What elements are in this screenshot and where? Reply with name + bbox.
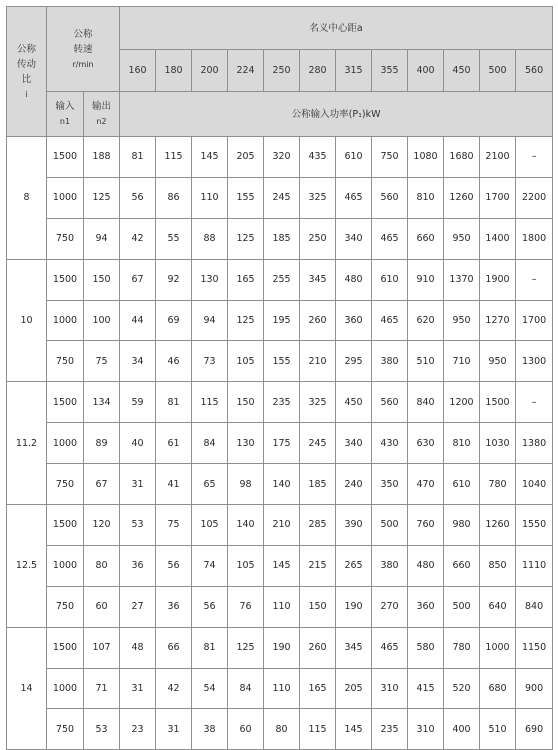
- power-value-cell: 44: [120, 300, 156, 341]
- power-value-cell: 105: [192, 505, 228, 546]
- power-value-cell: 110: [192, 177, 228, 218]
- power-value-cell: 690: [516, 709, 553, 750]
- power-value-cell: 450: [336, 382, 372, 423]
- power-value-cell: 56: [156, 545, 192, 586]
- power-value-cell: 65: [192, 464, 228, 505]
- power-value-cell: 94: [192, 300, 228, 341]
- power-value-cell: 345: [300, 259, 336, 300]
- power-value-cell: 36: [156, 586, 192, 627]
- output-speed-cell: 71: [84, 668, 120, 709]
- input-speed-cell: 1000: [47, 423, 84, 464]
- power-value-cell: 2100: [480, 137, 516, 178]
- table-row: [7, 341, 553, 382]
- power-value-cell: 580: [408, 627, 444, 668]
- power-value-cell: 36: [120, 545, 156, 586]
- power-value-cell: 310: [372, 668, 408, 709]
- power-value-cell: 145: [336, 709, 372, 750]
- power-value-cell: 260: [300, 300, 336, 341]
- center-distance-cell: 450: [444, 50, 480, 92]
- input-speed-cell: 1500: [47, 627, 84, 668]
- power-value-cell: 27: [120, 586, 156, 627]
- power-value-cell: 150: [228, 382, 264, 423]
- output-speed-cell: 75: [84, 341, 120, 382]
- ratio-header: [7, 7, 47, 137]
- ratio-header-line: 公称: [16, 43, 36, 55]
- table-body: [7, 137, 553, 750]
- power-value-cell: 210: [264, 505, 300, 546]
- power-value-cell: 98: [228, 464, 264, 505]
- power-value-cell: 1300: [516, 341, 553, 382]
- input-speed-cell: 750: [47, 464, 84, 505]
- power-value-cell: 81: [120, 137, 156, 178]
- power-value-cell: 325: [300, 382, 336, 423]
- power-value-cell: 265: [336, 545, 372, 586]
- output-speed-header-line: 输出: [92, 101, 112, 112]
- table-row: [7, 382, 553, 423]
- table-row: [7, 259, 553, 300]
- ratio-cell: 14: [7, 627, 47, 750]
- power-value-cell: 640: [480, 586, 516, 627]
- ratio-header-line: 比: [21, 73, 32, 85]
- output-speed-header: [84, 92, 120, 137]
- power-value-cell: 54: [192, 668, 228, 709]
- input-speed-cell: 750: [47, 218, 84, 259]
- power-value-cell: 250: [300, 218, 336, 259]
- power-value-cell: 115: [192, 382, 228, 423]
- input-speed-header-line: 输入: [55, 101, 75, 112]
- power-value-cell: 42: [156, 668, 192, 709]
- power-value-cell: 1040: [516, 464, 553, 505]
- power-value-cell: 750: [372, 137, 408, 178]
- center-distance-cell: 315: [336, 50, 372, 92]
- power-value-cell: 1550: [516, 505, 553, 546]
- power-value-cell: 380: [372, 545, 408, 586]
- center-distance-cell: 560: [516, 50, 553, 92]
- center-distance-cell: 400: [408, 50, 444, 92]
- power-value-cell: 125: [228, 218, 264, 259]
- output-speed-cell: 60: [84, 586, 120, 627]
- power-value-cell: 390: [336, 505, 372, 546]
- table-row: [7, 505, 553, 546]
- power-value-cell: 73: [192, 341, 228, 382]
- center-distance-header: 名义中心距a: [120, 7, 553, 50]
- power-value-cell: 1900: [480, 259, 516, 300]
- power-value-cell: 42: [120, 218, 156, 259]
- power-value-cell: 1150: [516, 627, 553, 668]
- power-value-cell: 465: [336, 177, 372, 218]
- power-value-cell: 81: [192, 627, 228, 668]
- ratio-header-line: i: [25, 89, 28, 99]
- power-value-cell: 86: [156, 177, 192, 218]
- power-value-cell: 61: [156, 423, 192, 464]
- input-speed-cell: 1500: [47, 382, 84, 423]
- power-value-cell: 34: [120, 341, 156, 382]
- power-value-cell: 560: [372, 177, 408, 218]
- power-value-cell: 235: [372, 709, 408, 750]
- power-value-cell: 92: [156, 259, 192, 300]
- input-speed-cell: 1000: [47, 668, 84, 709]
- center-distance-cell: 224: [228, 50, 264, 92]
- center-distance-cell: 280: [300, 50, 336, 92]
- power-value-cell: 1080: [408, 137, 444, 178]
- power-value-cell: 1260: [444, 177, 480, 218]
- power-value-cell: 38: [192, 709, 228, 750]
- power-value-cell: 55: [156, 218, 192, 259]
- output-speed-cell: 100: [84, 300, 120, 341]
- power-value-cell: 310: [408, 709, 444, 750]
- power-value-cell: 900: [516, 668, 553, 709]
- table-row: [7, 218, 553, 259]
- power-value-cell: 400: [444, 709, 480, 750]
- power-value-cell: 84: [228, 668, 264, 709]
- power-value-cell: 48: [120, 627, 156, 668]
- power-value-cell: 470: [408, 464, 444, 505]
- power-value-cell: 41: [156, 464, 192, 505]
- output-speed-cell: 134: [84, 382, 120, 423]
- power-value-cell: 210: [300, 341, 336, 382]
- power-value-cell: 810: [444, 423, 480, 464]
- power-value-cell: 465: [372, 300, 408, 341]
- output-speed-cell: 107: [84, 627, 120, 668]
- input-speed-cell: 1000: [47, 300, 84, 341]
- power-value-cell: 235: [264, 382, 300, 423]
- input-speed-cell: 1500: [47, 137, 84, 178]
- power-value-cell: 81: [156, 382, 192, 423]
- power-value-cell: 1030: [480, 423, 516, 464]
- power-value-cell: 630: [408, 423, 444, 464]
- power-value-cell: 105: [228, 341, 264, 382]
- output-speed-cell: 188: [84, 137, 120, 178]
- power-value-cell: 31: [120, 464, 156, 505]
- speed-header: [47, 7, 120, 92]
- power-value-cell: 40: [120, 423, 156, 464]
- power-value-cell: 140: [228, 505, 264, 546]
- center-distance-cell: 160: [120, 50, 156, 92]
- output-speed-cell: 150: [84, 259, 120, 300]
- power-value-cell: 295: [336, 341, 372, 382]
- power-value-cell: 145: [192, 137, 228, 178]
- table-row: [7, 709, 553, 750]
- power-value-cell: 190: [264, 627, 300, 668]
- input-speed-cell: 750: [47, 586, 84, 627]
- table-row: [7, 627, 553, 668]
- power-value-cell: 510: [408, 341, 444, 382]
- power-value-cell: 285: [300, 505, 336, 546]
- power-value-cell: 380: [372, 341, 408, 382]
- power-value-cell: –: [516, 382, 553, 423]
- power-value-cell: 760: [408, 505, 444, 546]
- power-value-cell: 185: [300, 464, 336, 505]
- power-value-cell: 155: [228, 177, 264, 218]
- center-distance-cell: 500: [480, 50, 516, 92]
- power-value-cell: 150: [300, 586, 336, 627]
- output-speed-header-line: n2: [96, 117, 107, 126]
- power-value-cell: 1680: [444, 137, 480, 178]
- power-value-cell: 115: [300, 709, 336, 750]
- power-value-cell: 780: [444, 627, 480, 668]
- center-distance-cell: 200: [192, 50, 228, 92]
- power-value-cell: 980: [444, 505, 480, 546]
- power-value-cell: 340: [336, 423, 372, 464]
- power-value-cell: 430: [372, 423, 408, 464]
- power-value-cell: 66: [156, 627, 192, 668]
- output-speed-cell: 120: [84, 505, 120, 546]
- power-rating-table-container: [6, 6, 552, 750]
- power-value-cell: 56: [120, 177, 156, 218]
- power-value-cell: 165: [300, 668, 336, 709]
- power-value-cell: 465: [372, 627, 408, 668]
- power-value-cell: 1270: [480, 300, 516, 341]
- center-distance-cell: 250: [264, 50, 300, 92]
- ratio-cell: 8: [7, 137, 47, 260]
- power-value-cell: 810: [408, 177, 444, 218]
- power-value-cell: 840: [516, 586, 553, 627]
- power-value-cell: 610: [444, 464, 480, 505]
- input-speed-cell: 1500: [47, 505, 84, 546]
- power-value-cell: 415: [408, 668, 444, 709]
- center-distance-cell: 355: [372, 50, 408, 92]
- table-row: [7, 545, 553, 586]
- power-header: 公称输入功率(P₁)kW: [120, 92, 553, 137]
- power-value-cell: 910: [408, 259, 444, 300]
- power-value-cell: 205: [228, 137, 264, 178]
- power-value-cell: 520: [444, 668, 480, 709]
- ratio-cell: 10: [7, 259, 47, 382]
- power-value-cell: 1200: [444, 382, 480, 423]
- power-value-cell: 345: [336, 627, 372, 668]
- power-value-cell: 350: [372, 464, 408, 505]
- power-value-cell: 325: [300, 177, 336, 218]
- power-value-cell: 69: [156, 300, 192, 341]
- input-speed-cell: 750: [47, 341, 84, 382]
- power-value-cell: 245: [264, 177, 300, 218]
- power-value-cell: 60: [228, 709, 264, 750]
- table-row: [7, 300, 553, 341]
- power-value-cell: 165: [228, 259, 264, 300]
- input-speed-cell: 1500: [47, 259, 84, 300]
- power-value-cell: 155: [264, 341, 300, 382]
- power-value-cell: –: [516, 259, 553, 300]
- output-speed-cell: 89: [84, 423, 120, 464]
- power-value-cell: 23: [120, 709, 156, 750]
- power-value-cell: 67: [120, 259, 156, 300]
- power-value-cell: 950: [444, 218, 480, 259]
- power-value-cell: 360: [408, 586, 444, 627]
- power-value-cell: 115: [156, 137, 192, 178]
- power-value-cell: 175: [264, 423, 300, 464]
- power-rating-table: [6, 6, 553, 750]
- output-speed-cell: 94: [84, 218, 120, 259]
- power-value-cell: 465: [372, 218, 408, 259]
- power-value-cell: 270: [372, 586, 408, 627]
- power-value-cell: 610: [372, 259, 408, 300]
- ratio-cell: 11.2: [7, 382, 47, 505]
- power-value-cell: 500: [444, 586, 480, 627]
- power-value-cell: 74: [192, 545, 228, 586]
- power-value-cell: 1500: [480, 382, 516, 423]
- power-value-cell: 950: [480, 341, 516, 382]
- power-value-cell: 840: [408, 382, 444, 423]
- power-value-cell: 480: [408, 545, 444, 586]
- table-row: [7, 668, 553, 709]
- table-row: [7, 586, 553, 627]
- power-value-cell: 195: [264, 300, 300, 341]
- power-value-cell: 76: [228, 586, 264, 627]
- power-value-cell: 710: [444, 341, 480, 382]
- power-value-cell: 31: [120, 668, 156, 709]
- power-value-cell: 1370: [444, 259, 480, 300]
- power-value-cell: 1800: [516, 218, 553, 259]
- power-value-cell: 130: [228, 423, 264, 464]
- power-value-cell: 190: [336, 586, 372, 627]
- input-speed-cell: 750: [47, 709, 84, 750]
- power-value-cell: 205: [336, 668, 372, 709]
- power-value-cell: 780: [480, 464, 516, 505]
- power-value-cell: 340: [336, 218, 372, 259]
- power-value-cell: 75: [156, 505, 192, 546]
- table-row: [7, 177, 553, 218]
- speed-header-line: 转速: [73, 43, 93, 55]
- power-value-cell: 215: [300, 545, 336, 586]
- power-value-cell: 1000: [480, 627, 516, 668]
- power-value-cell: 185: [264, 218, 300, 259]
- power-value-cell: 500: [372, 505, 408, 546]
- input-speed-cell: 1000: [47, 545, 84, 586]
- input-speed-header-line: n1: [59, 117, 71, 126]
- power-value-cell: 2200: [516, 177, 553, 218]
- power-value-cell: 240: [336, 464, 372, 505]
- power-value-cell: 950: [444, 300, 480, 341]
- input-speed-header: [47, 92, 84, 137]
- power-value-cell: 88: [192, 218, 228, 259]
- power-value-cell: 59: [120, 382, 156, 423]
- power-value-cell: 1110: [516, 545, 553, 586]
- power-value-cell: 850: [480, 545, 516, 586]
- power-value-cell: 105: [228, 545, 264, 586]
- power-value-cell: 110: [264, 586, 300, 627]
- table-row: [7, 137, 553, 178]
- power-value-cell: 480: [336, 259, 372, 300]
- power-value-cell: 1700: [516, 300, 553, 341]
- power-value-cell: 510: [480, 709, 516, 750]
- power-value-cell: 56: [192, 586, 228, 627]
- power-value-cell: 1700: [480, 177, 516, 218]
- power-value-cell: 125: [228, 300, 264, 341]
- power-value-cell: 1400: [480, 218, 516, 259]
- power-value-cell: 80: [264, 709, 300, 750]
- power-value-cell: 245: [300, 423, 336, 464]
- power-value-cell: 140: [264, 464, 300, 505]
- power-value-cell: 53: [120, 505, 156, 546]
- power-value-cell: 46: [156, 341, 192, 382]
- speed-header-line: r/min: [72, 59, 94, 69]
- input-speed-cell: 1000: [47, 177, 84, 218]
- power-value-cell: 610: [336, 137, 372, 178]
- speed-header-line: 公称: [73, 28, 93, 40]
- power-value-cell: 125: [228, 627, 264, 668]
- output-speed-cell: 53: [84, 709, 120, 750]
- power-value-cell: 360: [336, 300, 372, 341]
- power-value-cell: 130: [192, 259, 228, 300]
- power-value-cell: 680: [480, 668, 516, 709]
- power-value-cell: 660: [444, 545, 480, 586]
- power-value-cell: 84: [192, 423, 228, 464]
- power-value-cell: 620: [408, 300, 444, 341]
- ratio-cell: 12.5: [7, 505, 47, 628]
- output-speed-cell: 67: [84, 464, 120, 505]
- output-speed-cell: 80: [84, 545, 120, 586]
- power-value-cell: 560: [372, 382, 408, 423]
- power-value-cell: 110: [264, 668, 300, 709]
- power-value-cell: 255: [264, 259, 300, 300]
- power-value-cell: –: [516, 137, 553, 178]
- power-value-cell: 1260: [480, 505, 516, 546]
- ratio-header-line: 传动: [16, 58, 36, 70]
- power-value-cell: 320: [264, 137, 300, 178]
- power-value-cell: 31: [156, 709, 192, 750]
- center-distance-cell: 180: [156, 50, 192, 92]
- table-row: [7, 423, 553, 464]
- power-value-cell: 435: [300, 137, 336, 178]
- output-speed-cell: 125: [84, 177, 120, 218]
- power-value-cell: 660: [408, 218, 444, 259]
- power-value-cell: 260: [300, 627, 336, 668]
- power-value-cell: 1380: [516, 423, 553, 464]
- power-value-cell: 145: [264, 545, 300, 586]
- table-row: [7, 464, 553, 505]
